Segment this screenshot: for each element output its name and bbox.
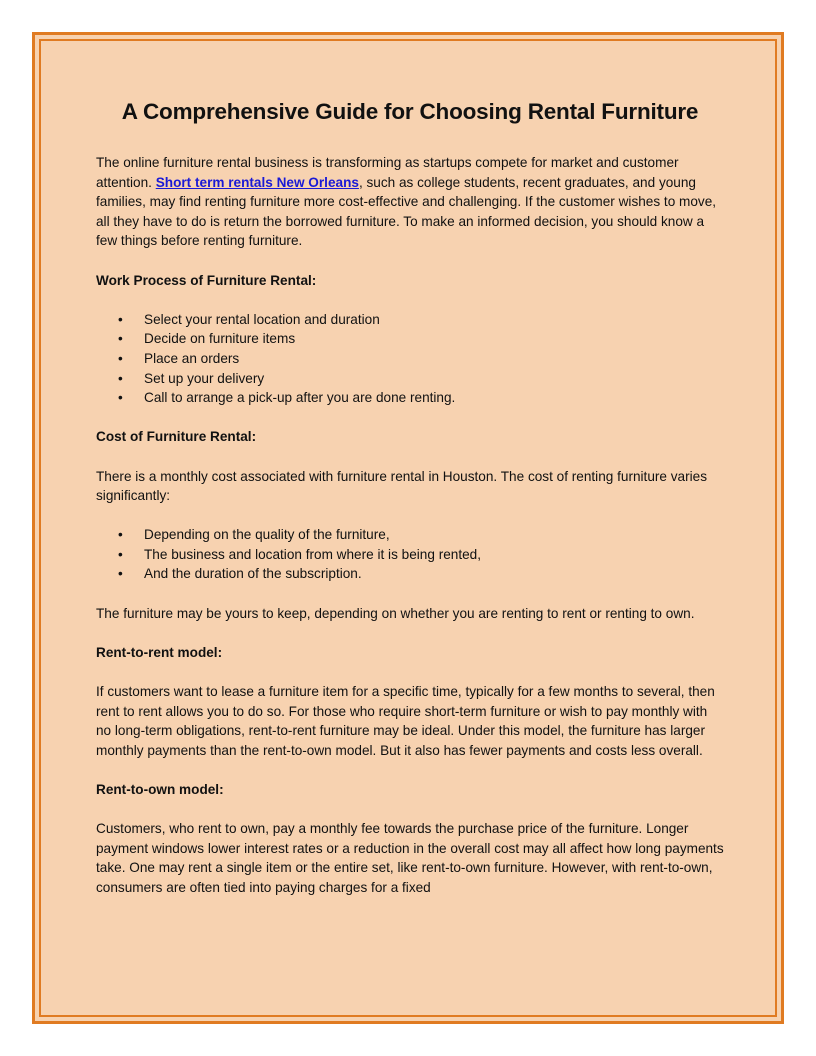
intro-paragraph	[96, 153, 724, 251]
list-item: • Decide on furniture items	[96, 329, 724, 349]
document-body	[96, 96, 724, 917]
list-item: • The business and location from where it is being rented,	[96, 545, 724, 565]
list-item: • Select your rental location and duration	[96, 310, 724, 330]
intro-text-after-link: , such as college students, recent graduates, and young families, may find renting furniture more cost-effective and challenging. If the customer wishes to move, all they have to do is return the borrowed furniture. To make an informed decision, you should know a few things before renting furniture.	[96, 174, 717, 249]
work-process-list	[96, 310, 724, 408]
list-item: • Place an orders	[96, 349, 724, 369]
rent-to-own-heading: Rent-to-own model:	[96, 782, 224, 797]
rent-to-own-paragraph: Customers, who rent to own, pay a monthly fee towards the purchase price of the furniture. Longer payment windows lower interest rates or a reduction in the overall cost may all affect how long payments take. One may rent a single item or the entire set, like rent-to-own furniture. However, with rent-to-own, consumers are often tied into paying charges for a fixed	[96, 821, 724, 895]
rent-to-rent-paragraph: If customers want to lease a furniture item for a specific time, typically for a few months to several, then rent to rent allows you to do so. For those who require short-term furniture or wish to pay monthly with no long-term obligations, rent-to-rent furniture may be ideal. Under this model, the furniture has larger monthly payments than the rent-to-own model. But it also has fewer payments and costs less overall.	[96, 684, 715, 758]
work-process-heading: Work Process of Furniture Rental:	[96, 272, 317, 288]
cost-heading: Cost of Furniture Rental:	[96, 429, 257, 445]
cost-list	[96, 525, 724, 584]
cost-closing-paragraph: The furniture may be yours to keep, depending on whether you are renting to rent or renting to own.	[96, 605, 695, 621]
list-item: • Depending on the quality of the furniture,	[96, 525, 724, 545]
short-term-rentals-link[interactable]: Short term rentals New Orleans	[155, 174, 359, 190]
list-item: • Set up your delivery	[96, 369, 724, 389]
cost-paragraph: There is a monthly cost associated with furniture rental in Houston. The cost of renting furniture varies significantly:	[96, 468, 708, 504]
rent-to-rent-heading: Rent-to-rent model:	[96, 644, 223, 660]
intro-text-before-link: The online furniture rental business is transforming as startups compete for market and customer attention.	[96, 155, 679, 190]
document-title: A Comprehensive Guide for Choosing Rental Furniture	[121, 99, 699, 124]
list-item: • And the duration of the subscription.	[96, 564, 724, 584]
list-item: • Call to arrange a pick-up after you are done renting.	[96, 388, 724, 408]
